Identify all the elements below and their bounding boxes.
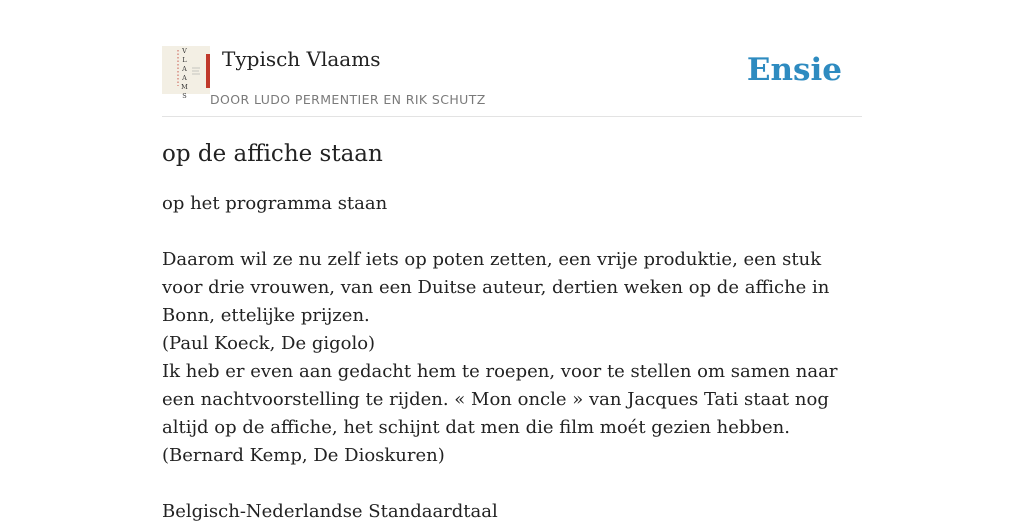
avatar[interactable]	[162, 46, 210, 100]
quote-source: (Bernard Kemp, De Dioskuren)	[162, 445, 445, 466]
site-title[interactable]: Typisch Vlaams	[222, 47, 381, 71]
definition: op het programma staan	[162, 193, 388, 214]
region-label: Belgisch-Nederlandse Standaardtaal	[162, 501, 498, 522]
avatar-letter: A	[182, 65, 187, 73]
avatar-letter: L	[182, 56, 187, 64]
byline: DOOR LUDO PERMENTIER EN RIK SCHUTZ	[210, 92, 486, 107]
brand-logo[interactable]: Ensie	[746, 52, 842, 88]
avatar-letter: M	[181, 83, 188, 91]
avatar-letter: S	[182, 92, 187, 100]
avatar-letter: A	[182, 74, 187, 82]
avatar-letter: V	[182, 47, 187, 55]
quote-text: Daarom wil ze nu zelf iets op poten zetten, een vrije produktie, een stuk voor drie vrouwen, van een Duitse auteur, dertien weken op de affiche in Bonn, ettelijke prijzen.	[162, 249, 830, 326]
entry-content	[162, 138, 862, 526]
entry-title: op de affiche staan	[162, 141, 383, 167]
typisch-vlaams-book-cover-icon	[162, 46, 210, 100]
quotes	[162, 246, 862, 470]
quote-source: (Paul Koeck, De gigolo)	[162, 333, 376, 354]
site-header	[162, 46, 862, 117]
quote-text: Ik heb er even aan gedacht hem te roepen, voor te stellen om samen naar een nachtvoorstelling te rijden. « Mon oncle » van Jacques Tati staat nog altijd op de affiche, het schijnt dat men die film moét gezien hebben.	[162, 361, 838, 438]
